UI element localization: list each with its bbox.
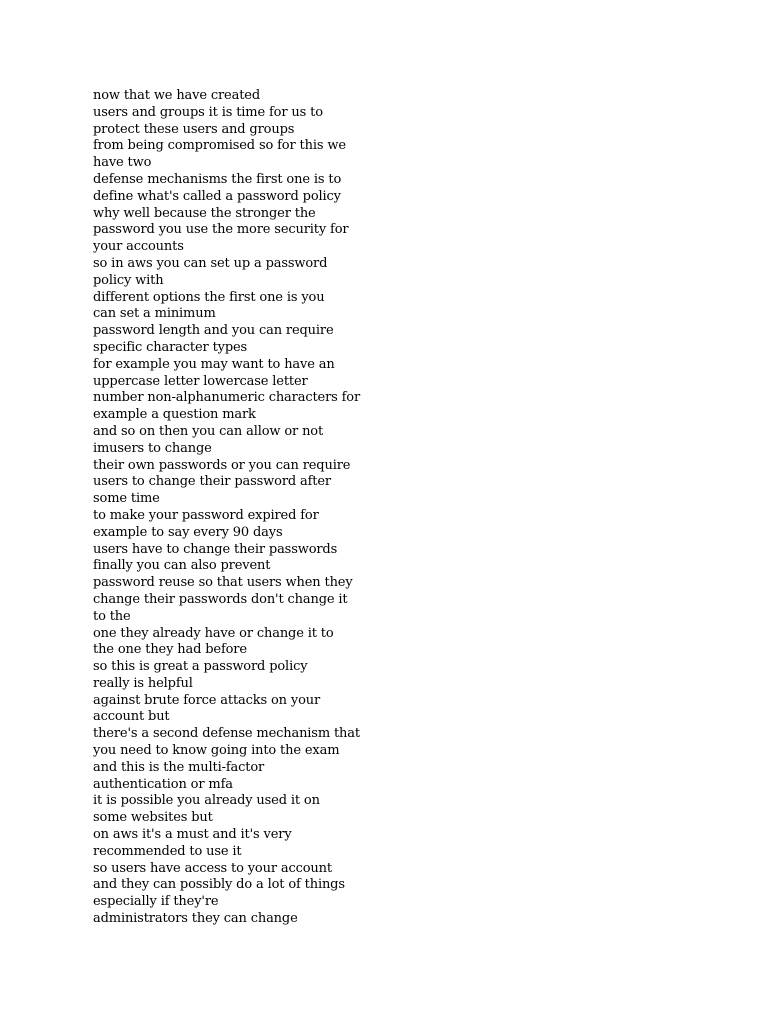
text-line: protect these users and groups	[93, 121, 295, 137]
text-line: define what's called a password policy	[93, 188, 341, 204]
text-line: there's a second defense mechanism that	[93, 726, 360, 742]
text-line: recommended to use it	[93, 843, 242, 859]
text-line: authentication or mfa	[93, 776, 233, 792]
text-line: defense mechanisms the first one is to	[93, 171, 342, 187]
text-line: to the	[93, 608, 131, 624]
text-line: and this is the multi-factor	[93, 759, 265, 775]
text-line: finally you can also prevent	[93, 558, 271, 574]
text-line: especially if they're	[93, 894, 219, 910]
text-line: so in aws you can set up a password	[93, 255, 328, 271]
text-line: administrators they can change	[93, 911, 298, 927]
text-line: have two	[93, 155, 152, 171]
text-line: so this is great a password policy	[93, 659, 308, 675]
text-line: from being compromised so for this we	[93, 138, 346, 154]
text-line: password reuse so that users when they	[93, 575, 353, 591]
text-line: to make your password expired for	[93, 507, 319, 523]
text-line: against brute force attacks on your	[93, 692, 321, 708]
text-line: so users have access to your account	[93, 860, 332, 876]
text-line: example to say every 90 days	[93, 524, 283, 540]
text-line: different options the first one is you	[93, 289, 325, 305]
text-line: some websites but	[93, 810, 213, 826]
text-line: and they can possibly do a lot of things	[93, 877, 345, 893]
text-line: it is possible you already used it on	[93, 793, 320, 809]
text-line: imusers to change	[93, 440, 212, 456]
text-line: users and groups it is time for us to	[93, 104, 323, 120]
text-line: the one they had before	[93, 642, 247, 658]
text-line: for example you may want to have an	[93, 356, 335, 372]
text-line: and so on then you can allow or not	[93, 423, 324, 439]
text-line: password length and you can require	[93, 323, 334, 339]
text-line: can set a minimum	[93, 306, 216, 322]
text-line: on aws it's a must and it's very	[93, 827, 292, 843]
text-line: you need to know going into the exam	[93, 743, 340, 759]
text-line: number non-alphanumeric characters for	[93, 390, 361, 406]
text-line: uppercase letter lowercase letter	[93, 373, 308, 389]
text-line: specific character types	[93, 339, 248, 355]
text-line: users have to change their passwords	[93, 541, 338, 557]
text-line: account but	[93, 709, 170, 725]
text-line: users to change their password after	[93, 474, 331, 490]
text-line: change their passwords don't change it	[93, 591, 348, 607]
text-line: one they already have or change it to	[93, 625, 334, 641]
text-line: policy with	[93, 272, 164, 288]
text-line: your accounts	[93, 239, 184, 255]
text-line: why well because the stronger the	[93, 205, 316, 221]
text-line: now that we have created	[93, 88, 260, 103]
text-line: some time	[93, 491, 160, 507]
text-line: their own passwords or you can require	[93, 457, 351, 473]
transcript-text	[93, 88, 393, 928]
text-line: example a question mark	[93, 407, 256, 423]
text-line: password you use the more security for	[93, 222, 349, 238]
text-line: really is helpful	[93, 675, 193, 691]
